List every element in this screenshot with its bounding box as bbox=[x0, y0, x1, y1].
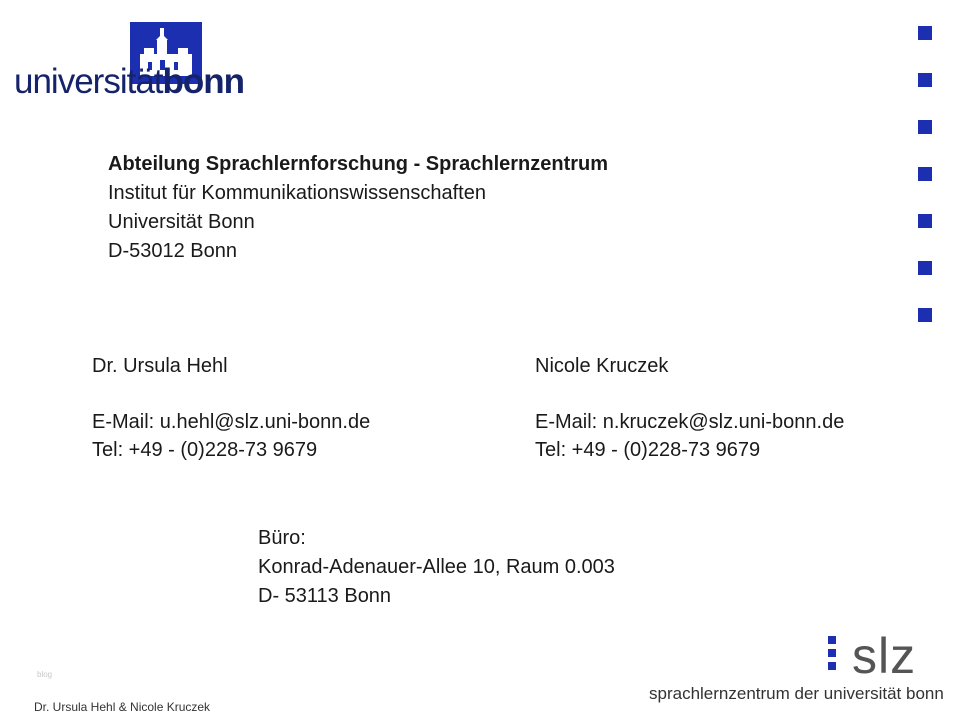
slz-logo bbox=[640, 628, 944, 708]
square-icon bbox=[918, 308, 932, 322]
decorative-squares bbox=[918, 26, 934, 355]
institute-name: Institut für Kommunikationswissenschaften bbox=[108, 182, 486, 204]
wordmark-bold: bonn bbox=[162, 62, 245, 101]
contact-hehl bbox=[92, 352, 370, 464]
office-address bbox=[258, 524, 615, 611]
slz-subtitle: sprachlernzentrum der universität bonn bbox=[649, 684, 944, 703]
contact-phone: Tel: +49 - (0)228-73 9679 bbox=[535, 439, 761, 461]
office-city: D- 53113 Bonn bbox=[258, 585, 392, 607]
square-icon bbox=[918, 214, 932, 228]
faint-note: blog bbox=[37, 670, 53, 679]
square-icon bbox=[918, 73, 932, 87]
postal-city: D-53012 Bonn bbox=[108, 240, 237, 262]
department-address bbox=[108, 150, 608, 266]
square-icon bbox=[918, 167, 932, 181]
contact-name: Nicole Kruczek bbox=[535, 355, 669, 377]
contact-kruczek bbox=[535, 352, 844, 464]
university-wordmark bbox=[14, 62, 244, 102]
contact-name: Dr. Ursula Hehl bbox=[92, 355, 228, 377]
footer-authors: Dr. Ursula Hehl & Nicole Kruczek bbox=[34, 700, 211, 714]
slz-wordmark: slz bbox=[852, 628, 917, 684]
slz-dots-icon bbox=[828, 636, 838, 675]
square-icon bbox=[918, 261, 932, 275]
university-bonn-logo bbox=[14, 22, 245, 101]
wordmark-regular: universität bbox=[14, 62, 163, 101]
contact-email[interactable]: E-Mail: n.kruczek@slz.uni-bonn.de bbox=[535, 411, 845, 433]
university-name: Universität Bonn bbox=[108, 211, 255, 233]
department-title: Abteilung Sprachlernforschung - Sprachlernzentrum bbox=[108, 153, 609, 175]
contact-email[interactable]: E-Mail: u.hehl@slz.uni-bonn.de bbox=[92, 411, 371, 433]
office-label: Büro: bbox=[258, 527, 306, 549]
square-icon bbox=[918, 26, 932, 40]
contact-phone: Tel: +49 - (0)228-73 9679 bbox=[92, 439, 318, 461]
office-street: Konrad-Adenauer-Allee 10, Raum 0.003 bbox=[258, 556, 615, 578]
square-icon bbox=[918, 120, 932, 134]
